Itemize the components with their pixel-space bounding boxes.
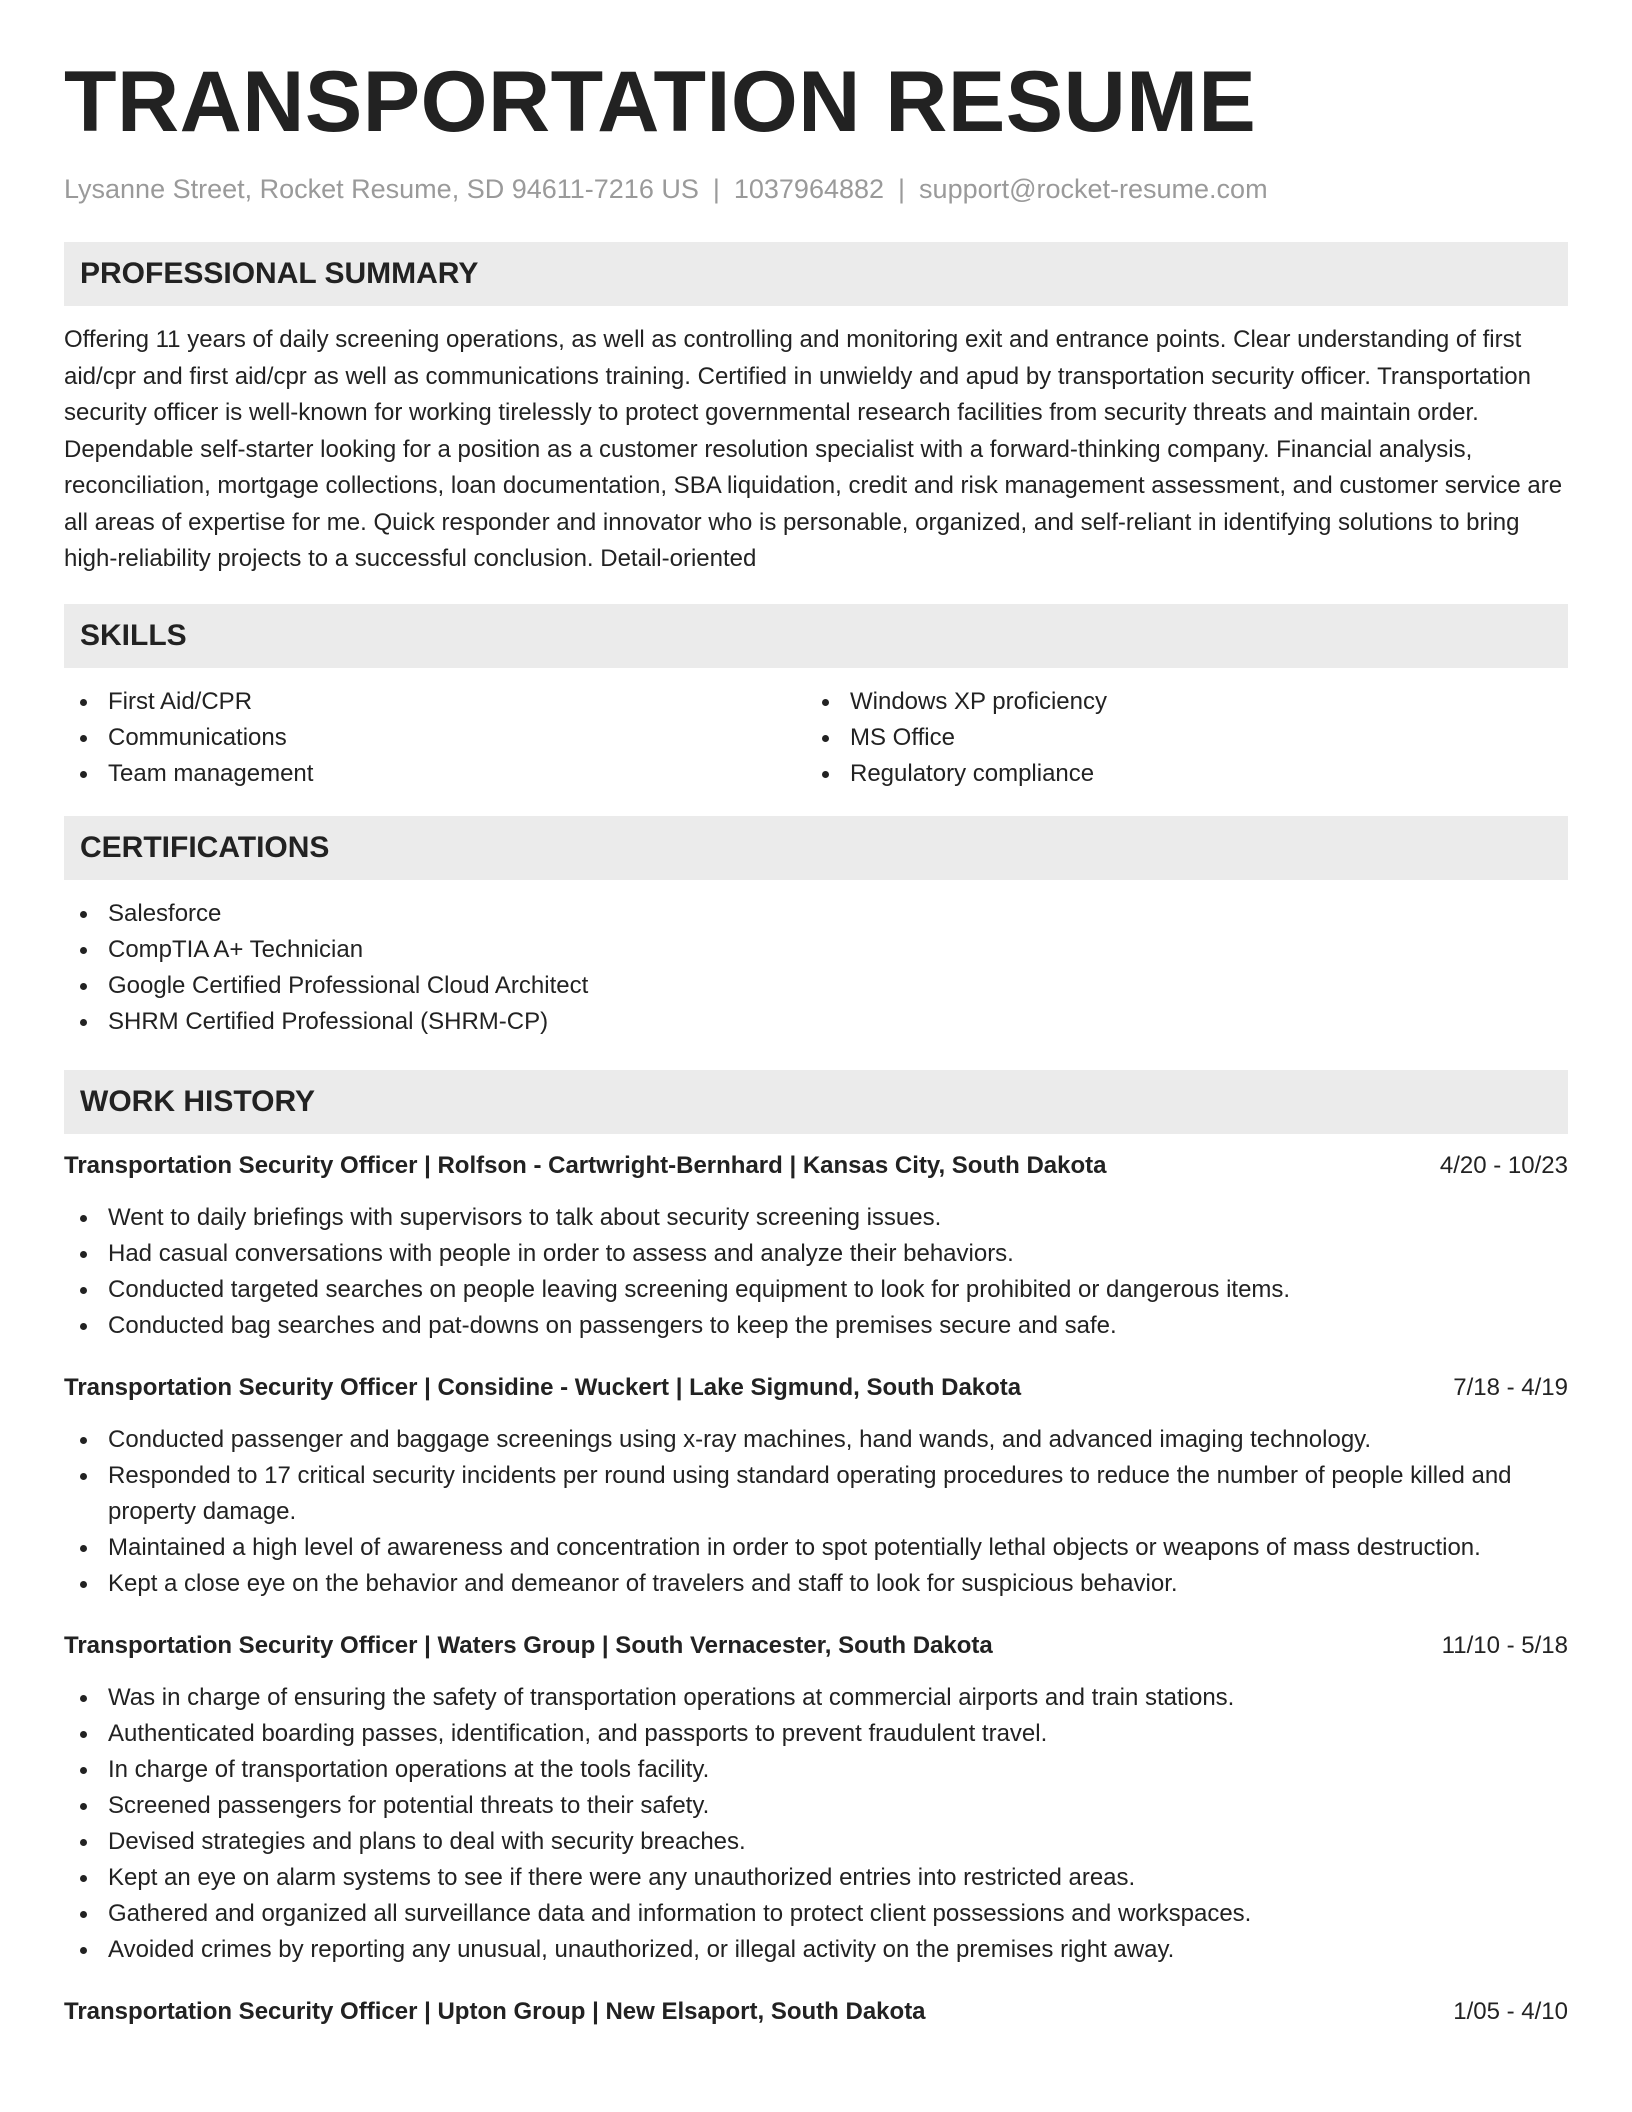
job-dates: 11/10 - 5/18 <box>1441 1631 1568 1659</box>
job-bullets <box>64 1200 1568 1344</box>
skills-list-right <box>806 684 1548 792</box>
certification-item: CompTIA A+ Technician <box>64 932 1568 968</box>
job-bullet: Was in charge of ensuring the safety of transportation operations at commercial airports and train stations. <box>64 1680 1568 1716</box>
job-bullet: Authenticated boarding passes, identification, and passports to prevent fraudulent travel. <box>64 1716 1568 1752</box>
contact-phone: 1037964882 <box>733 174 885 204</box>
section-header-work-history: WORK HISTORY <box>64 1070 1568 1134</box>
resume-title: TRANSPORTATION RESUME <box>64 54 1257 150</box>
summary-text: Offering 11 years of daily screening operations, as well as controlling and monitoring exit and entrance points. Clear understanding of first aid/cpr and first aid/cpr as well as communications training. Certified in unwieldy and apud by transportation security officer. Transportation security officer is well-known for working tirelessly to protect governmental research facilities from security threats and maintain order. Dependable self-starter looking for a position as a customer resolution specialist with a forward-thinking company. Financial analysis, reconciliation, mortgage collections, loan documentation, SBA liquidation, credit and risk management assessment, and customer service are all areas of expertise for me. Quick responder and innovator who is personable, organized, and self-reliant in identifying solutions to bring high-reliability projects to a successful conclusion. Detail-oriented <box>64 326 1563 572</box>
job-bullet: Went to daily briefings with supervisors to talk about security screening issues. <box>64 1200 1568 1236</box>
skill-item: Team management <box>64 756 806 792</box>
job-bullets <box>64 1422 1568 1602</box>
certification-item: Salesforce <box>64 896 1568 932</box>
job-bullet: Kept an eye on alarm systems to see if there were any unauthorized entries into restricted areas. <box>64 1860 1568 1896</box>
job-bullet: Gathered and organized all surveillance data and information to protect client possessions and workspaces. <box>64 1896 1568 1932</box>
job-bullet: Conducted passenger and baggage screenings using x-ray machines, hand wands, and advanced imaging technology. <box>64 1422 1568 1458</box>
job-bullet: Screened passengers for potential threats to their safety. <box>64 1788 1568 1824</box>
job-bullets <box>64 1680 1568 1968</box>
skill-item: Windows XP proficiency <box>806 684 1548 720</box>
job-entry <box>64 1370 1568 1602</box>
job-entry <box>64 1628 1568 1968</box>
job-entry <box>64 1148 1568 1344</box>
job-dates: 7/18 - 4/19 <box>1453 1373 1568 1401</box>
job-bullet: In charge of transportation operations at the tools facility. <box>64 1752 1568 1788</box>
contact-separator: | <box>898 174 906 204</box>
job-bullet: Responded to 17 critical security incidents per round using standard operating procedures to reduce the number of people killed and property damage. <box>64 1458 1568 1530</box>
job-heading: Transportation Security Officer | Rolfson - Cartwright-Bernhard | Kansas City, South Dakota <box>64 1151 1107 1179</box>
contact-email: support@rocket-resume.com <box>919 174 1268 204</box>
job-bullet: Conducted targeted searches on people leaving screening equipment to look for prohibited or dangerous items. <box>64 1272 1568 1308</box>
job-dates: 1/05 - 4/10 <box>1453 1997 1568 2025</box>
job-heading: Transportation Security Officer | Considine - Wuckert | Lake Sigmund, South Dakota <box>64 1373 1022 1401</box>
job-bullet: Maintained a high level of awareness and concentration in order to spot potentially lethal objects or weapons of mass destruction. <box>64 1530 1568 1566</box>
section-header-skills: SKILLS <box>64 604 1568 668</box>
job-bullet: Devised strategies and plans to deal with security breaches. <box>64 1824 1568 1860</box>
job-heading: Transportation Security Officer | Upton Group | New Elsaport, South Dakota <box>64 1997 926 2025</box>
contact-address: Lysanne Street, Rocket Resume, SD 94611-7216 US <box>64 174 699 204</box>
skills-grid <box>64 684 1568 792</box>
job-header <box>64 1370 1568 1406</box>
skill-item: Communications <box>64 720 806 756</box>
skill-item: Regulatory compliance <box>806 756 1548 792</box>
certifications-list <box>64 896 1568 1040</box>
skill-item: First Aid/CPR <box>64 684 806 720</box>
job-dates: 4/20 - 10/23 <box>1439 1151 1568 1179</box>
section-header-professional-summary: PROFESSIONAL SUMMARY <box>64 242 1568 306</box>
job-bullet: Had casual conversations with people in order to assess and analyze their behaviors. <box>64 1236 1568 1272</box>
contact-separator: | <box>712 174 720 204</box>
job-entry <box>64 1994 1568 2030</box>
job-header <box>64 1994 1568 2030</box>
section-header-certifications: CERTIFICATIONS <box>64 816 1568 880</box>
certification-item: SHRM Certified Professional (SHRM-CP) <box>64 1004 1568 1040</box>
job-header <box>64 1628 1568 1664</box>
skills-list-left <box>64 684 806 792</box>
job-heading: Transportation Security Officer | Waters Group | South Vernacester, South Dakota <box>64 1631 993 1659</box>
contact-line <box>64 172 1568 206</box>
job-bullet: Avoided crimes by reporting any unusual, unauthorized, or illegal activity on the premises right away. <box>64 1932 1568 1968</box>
certification-item: Google Certified Professional Cloud Architect <box>64 968 1568 1004</box>
job-bullet: Kept a close eye on the behavior and demeanor of travelers and staff to look for suspicious behavior. <box>64 1566 1568 1602</box>
job-header <box>64 1148 1568 1184</box>
skill-item: MS Office <box>806 720 1548 756</box>
job-bullet: Conducted bag searches and pat-downs on passengers to keep the premises secure and safe. <box>64 1308 1568 1344</box>
